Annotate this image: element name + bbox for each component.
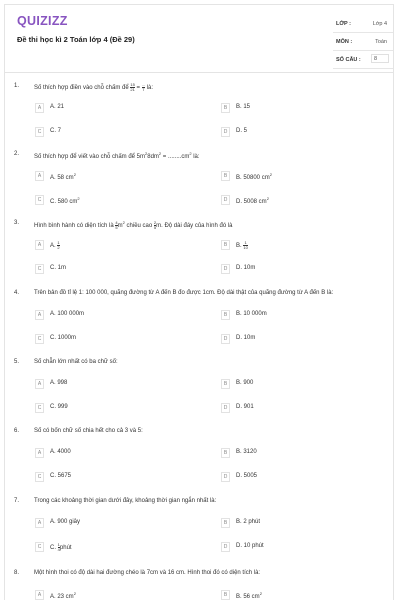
worksheet-meta [333, 15, 393, 69]
question-number: 8. [14, 570, 20, 576]
meta-key: LỚP : [336, 21, 351, 27]
question-text: Số chẵn lớn nhất có ba chữ số: [34, 359, 118, 365]
question-text: Số thích hợp để viết vào chỗ chấm để $5m^28dm^2 = ........cm^2$ là: [34, 151, 200, 160]
meta-key: MÔN : [336, 39, 353, 45]
fraction: $\frac{2}{5}$ [153, 219, 157, 230]
question-number: 7. [14, 498, 20, 504]
fraction: $\frac{4}{5}$ [115, 219, 118, 230]
question-text: Trong các khoảng thời gian dưới đây, khoảng thời gian ngắn nhất là: [34, 498, 217, 504]
question-number: 2. [14, 151, 20, 157]
meta-value: 8 [371, 54, 389, 63]
fraction: $\frac{...}{7}$ [141, 82, 145, 92]
question-text: Số thích hợp điền vào chỗ chấm để $\frac{15}{21}$ = $\frac{...}{7}$ là: [34, 82, 153, 92]
worksheet-title: Đề thi học kì 2 Toán lớp 4 (Đề 29) [17, 35, 135, 44]
question-text: Số có bốn chữ số chia hết cho cả 3 và 5: [34, 428, 143, 434]
meta-key: SỐ CÂU : [336, 57, 361, 63]
fraction: $\frac{15}{21}$ [130, 82, 135, 92]
question-number: 5. [14, 359, 20, 365]
meta-value: Toán [375, 39, 387, 45]
question-text: Trên bản đồ tỉ lệ 1: 100 000, quãng đường từ A đến B đo được 1cm. Độ dài thật của quãng đường từ A đến B là: [34, 290, 334, 296]
meta-value: Lớp 4 [372, 21, 387, 27]
worksheet-page: QUIZIZZ Đề thi học kì 2 Toán lớp 4 (Đề 29) LỚP : Lớp 4 MÔN : Toán SỐ CÂU : 8 1. Số thích hợp điền vào chỗ chấm để $\frac{15}{21}$ = $\frac{...}{7}$ là: A A. 21 B B. 15 C C. 7 D D. 5 2. Số thích hợp để viết vào chỗ chấm để $5m^28dm^2 = ........cm^2$ là: A A. 58 $cm^2$ B B. 50800 $cm^2$ C C. 580 $cm^2$ D D. 5008 $cm^2$ 3. Hình bình hành có diện tích là $\frac{4}{5}$ $m^2$ chiều cao $\frac{2}{5}$ m. Độ dài đáy của hình đó là A A. $\frac{1}{2}$ B B. $\frac{1}{10}$ C C. 1m D D. 10m 4. Trên bản đồ tỉ lệ 1: 100 000, quãng đường từ A đến B đo được 1cm. Độ dài thật của quãng đường từ A đến B là: A A. 100 000m B B. 10 000m C C. 1000m D D. 10m 5. Số chẵn lớn nhất có ba chữ số: A A. 998 B B. 900 C C. 999 D D. 901 6. Số có bốn chữ số chia hết cho cả 3 và 5: A A. 4000 B B. 3120 C C. 5675 D D. 5005 7. Trong các khoảng thời gian dưới đây, khoảng thời gian ngắn nhất là: A A. 900 giây B B. 2 phút C C. $\frac{1}{4}$ phút D D. 10 phút 8. Một hình thoi có độ dài hai đường chéo là 7cm và 16 cm. Hình thoi đó có diện tích là: A A. 23 $cm^2$ B B. 56 $cm^2$ [4, 4, 394, 600]
meta-row-count [333, 51, 393, 69]
question-number: 3. [14, 220, 20, 226]
meta-row-subject [333, 33, 393, 51]
question-number: 4. [14, 290, 20, 296]
question-text: Hình bình hành có diện tích là $\frac{4}{5}$ $m^2$ chiều cao $\frac{2}{5}$ m. Độ dài đáy của hình đó là [34, 219, 233, 230]
question-number: 1. [14, 83, 20, 89]
worksheet-header [5, 5, 393, 73]
question-number: 6. [14, 428, 20, 434]
meta-row-class [333, 15, 393, 33]
question-text: Một hình thoi có độ dài hai đường chéo là 7cm và 16 cm. Hình thoi đó có diện tích là: [34, 570, 261, 576]
quizizz-logo: QUIZIZZ [17, 14, 68, 28]
